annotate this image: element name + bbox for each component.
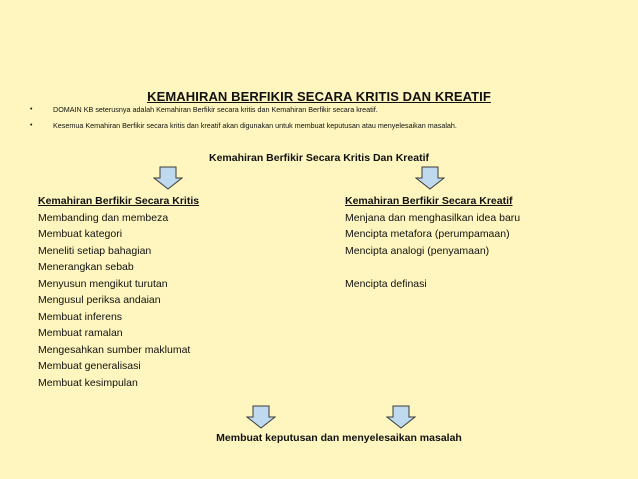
- bullet-list: [0, 102, 638, 134]
- list-item: Menyusun mengikut turutan: [38, 277, 168, 290]
- bullet-text: DOMAIN KB seterusnya adalah Kemahiran Berfikir secara kritis dan Kemahiran Berfikir secara kreatif.: [53, 105, 378, 114]
- list-item: Membuat kategori: [38, 228, 123, 240]
- section-subtitle: Kemahiran Berfikir Secara Kritis Dan Kreatif: [208, 152, 429, 164]
- list-item: Menerangkan sebab: [38, 261, 134, 273]
- list-item: Mengesahkan sumber maklumat: [38, 343, 191, 356]
- list-item: Mengusul periksa andaian: [38, 294, 161, 306]
- bullet-item: [0, 102, 638, 118]
- page-title: KEMAHIRAN BERFIKIR SECARA KRITIS DAN KREATIF: [147, 89, 491, 104]
- down-arrow-icon: [246, 405, 276, 429]
- list-item: Membuat kesimpulan: [38, 376, 138, 389]
- down-arrow-icon: [415, 166, 445, 190]
- bullet-dot: •: [30, 122, 33, 129]
- creative-thinking-heading: Kemahiran Berfikir Secara Kreatif: [345, 195, 513, 207]
- list-item: Mencipta definasi: [345, 277, 427, 290]
- creative-thinking-list: [345, 193, 520, 292]
- list-item: Mencipta analogi (penyamaan): [345, 244, 490, 257]
- bullet-item: [0, 118, 638, 134]
- down-arrow-icon: [386, 405, 416, 429]
- critical-thinking-list: [38, 193, 199, 391]
- critical-thinking-heading: Kemahiran Berfikir Secara Kritis: [38, 195, 200, 207]
- conclusion-text: Membuat keputusan dan menyelesaikan masalah: [216, 432, 462, 444]
- list-item: Membuat generalisasi: [38, 360, 141, 372]
- bullet-dot: •: [30, 106, 33, 113]
- list-item: Membuat inferens: [38, 310, 123, 323]
- list-spacer: [345, 259, 520, 276]
- list-item: Membanding dan membeza: [38, 211, 169, 224]
- down-arrow-icon: [153, 166, 183, 190]
- list-item: Mencipta metafora (perumpamaan): [345, 228, 510, 240]
- list-item: Menjana dan menghasilkan idea baru: [345, 211, 521, 224]
- bullet-text: Kesemua Kemahiran Berfikir secara kritis dan kreatif akan digunakan untuk membuat keputusan atau menyelesaikan masalah.: [53, 121, 457, 130]
- list-item: Membuat ramalan: [38, 327, 123, 339]
- list-item: Meneliti setiap bahagian: [38, 244, 152, 257]
